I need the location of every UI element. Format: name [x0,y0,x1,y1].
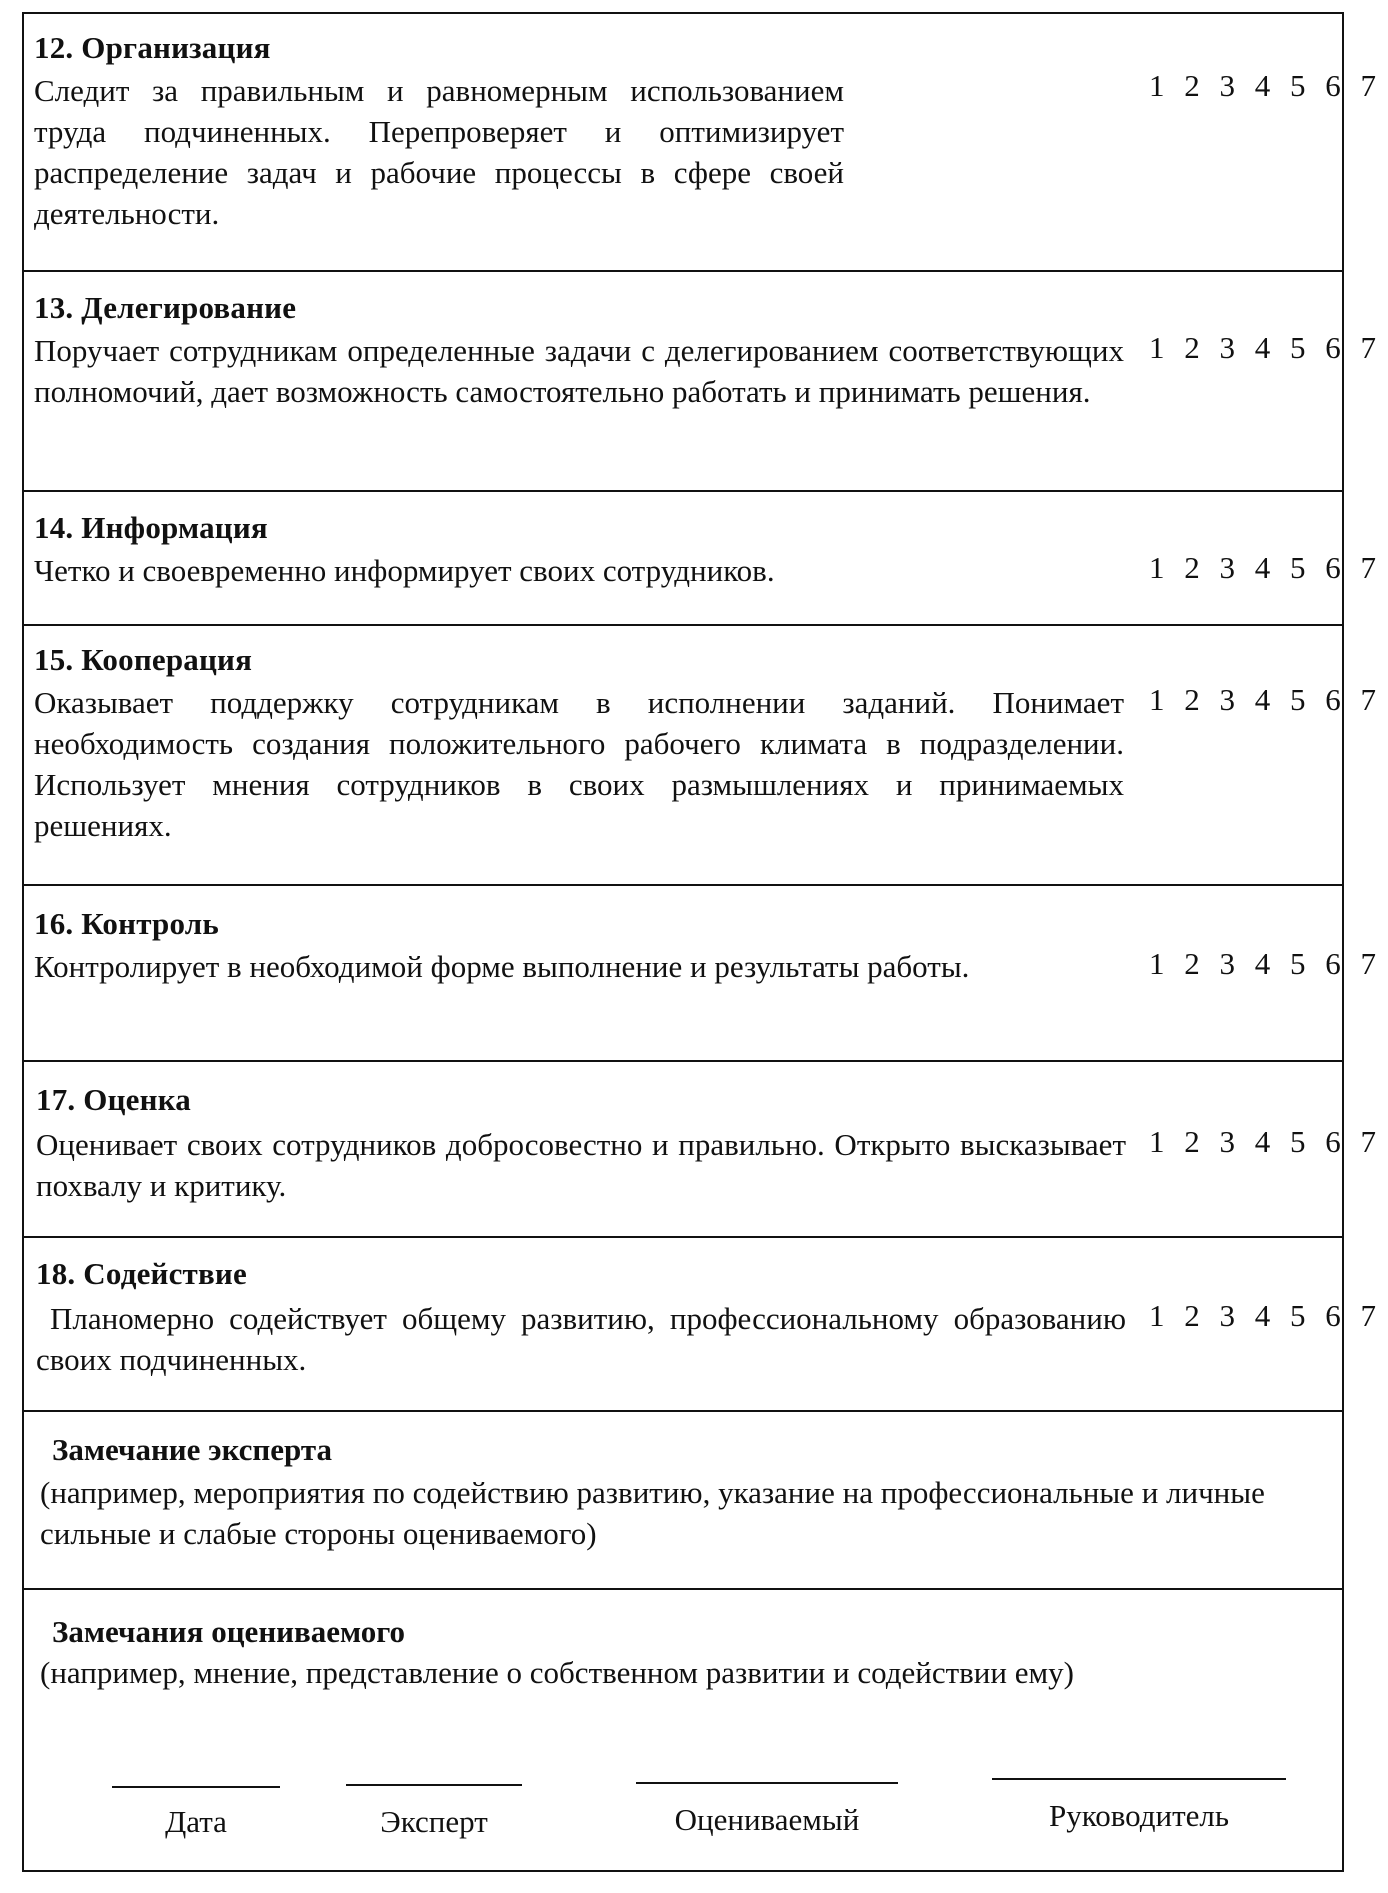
assessee-signature-line[interactable] [636,1782,898,1784]
assessee-remarks-text[interactable]: (например, мнение, представление о собственном развитии и содействии ему) [40,1655,1074,1690]
manager-label: Руководитель [1048,1798,1230,1833]
criterion-row-18 [24,1238,1382,1412]
criterion-title: 17. Оценка [36,1082,191,1117]
rating-scale[interactable]: 1 2 3 4 5 6 7 [1149,946,1382,981]
criterion-title: 13. Делегирование [34,290,297,325]
assessee-label: Оцениваемый [674,1802,860,1837]
criterion-title: 12. Организация [34,30,271,65]
criterion-description: Контролирует в необходимой форме выполнение и результаты работы. [34,949,970,984]
date-label: Дата [165,1804,227,1839]
criterion-row-15 [24,626,1382,886]
expert-signature-line[interactable] [346,1784,522,1786]
expert-remarks-section [24,1412,1342,1590]
expert-label: Эксперт [380,1804,488,1839]
criterion-description: Поручает сотрудникам определенные задачи с делегированием соответствующих полномочий, дает возможность самостоятельно работать и принимать решения. [34,333,1124,409]
criterion-row-16 [24,886,1382,1062]
date-signature-line[interactable] [112,1786,280,1788]
criterion-row-13 [24,272,1382,492]
criterion-description: Оценивает своих сотрудников добросовестно и правильно. Открыто высказывает похвалу и критику. [36,1127,1126,1203]
criterion-title: 15. Кооперация [34,642,253,677]
rating-scale[interactable]: 1 2 3 4 5 6 7 [1149,1124,1382,1159]
manager-signature-line[interactable] [992,1778,1286,1780]
expert-remarks-title: Замечание эксперта [52,1432,332,1467]
criterion-description: Планомерно содействует общему развитию, профессиональному образованию своих подчиненных. [36,1301,1126,1377]
rating-scale[interactable]: 1 2 3 4 5 6 7 [1149,330,1382,365]
rating-scale[interactable]: 1 2 3 4 5 6 7 [1149,1298,1382,1333]
rating-scale[interactable]: 1 2 3 4 5 6 7 [1149,68,1382,103]
criterion-description: Четко и своевременно информирует своих сотрудников. [34,553,775,588]
expert-remarks-text[interactable]: (например, мероприятия по содействию развитию, указание на профессиональные и личные сильные и слабые стороны оцениваемого) [40,1475,1265,1551]
criterion-title: 14. Информация [34,510,268,545]
criterion-row-14 [24,492,1382,626]
criterion-title: 18. Содействие [36,1256,247,1291]
criterion-description: Оказывает поддержку сотрудникам в исполнении заданий. Понимает необходимость создания положительного рабочего климата в подразделении. Использует мнения сотрудников в своих размышлениях и принимаемых решениях. [34,685,1124,843]
criterion-row-17 [24,1062,1382,1238]
assessee-remarks-title: Замечания оцениваемого [52,1614,406,1649]
criterion-row-12 [24,14,1382,272]
rating-scale[interactable]: 1 2 3 4 5 6 7 [1149,550,1382,585]
assessee-remarks-section [24,1590,1342,1872]
criterion-description: Следит за правильным и равномерным использованием труда подчиненных. Перепроверяет и оптимизирует распределение задач и рабочие процессы в сфере своей деятельности. [34,73,844,231]
criterion-title: 16. Контроль [34,906,219,941]
rating-scale[interactable]: 1 2 3 4 5 6 7 [1149,682,1382,717]
appraisal-form [22,12,1382,1872]
